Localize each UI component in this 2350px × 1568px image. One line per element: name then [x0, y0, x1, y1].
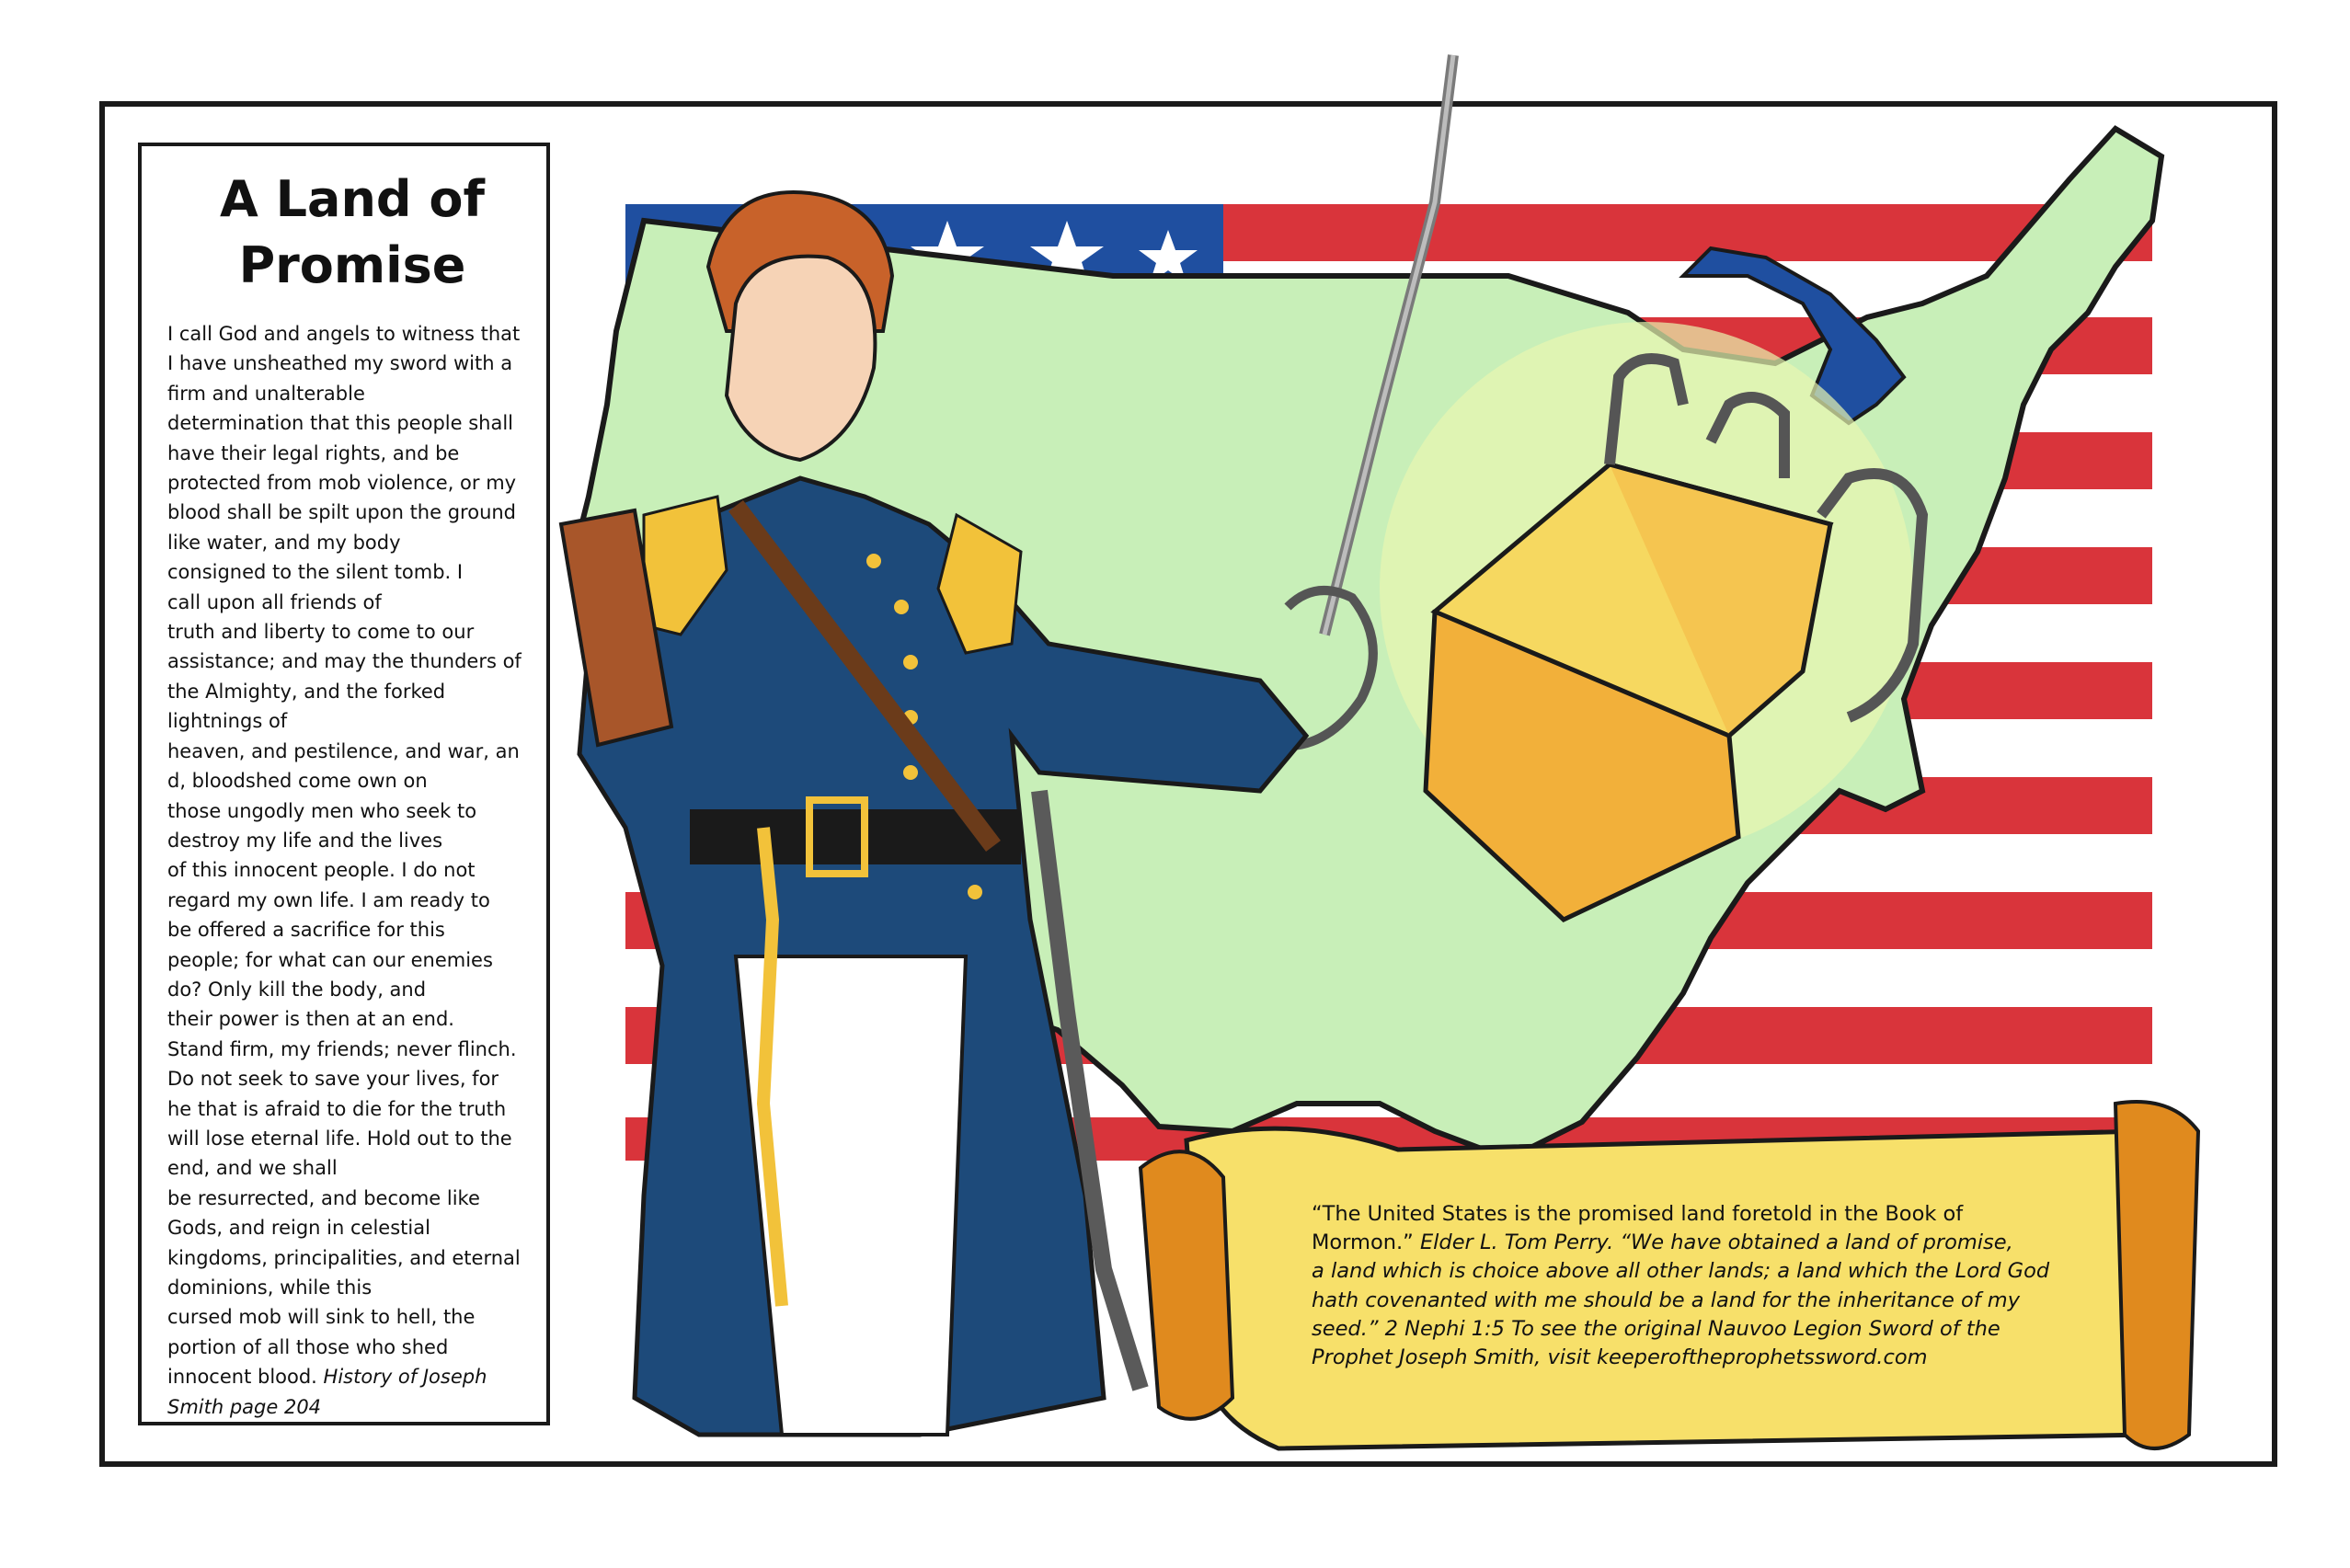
quote-line: end, and we shall — [167, 1157, 338, 1180]
quote-line: I have unsheathed my sword with a — [167, 352, 513, 375]
quote-panel — [138, 143, 550, 1425]
quote-line: protected from mob violence, or my — [167, 472, 517, 495]
scroll-line-plain: Mormon.” — [1312, 1230, 1414, 1255]
quote-line: have their legal rights, and be — [167, 441, 460, 464]
quote-body — [167, 319, 537, 1422]
quote-line: innocent blood. History of Joseph — [167, 1366, 487, 1389]
scroll-caption — [1312, 1200, 2112, 1372]
scroll-line: hath covenanted with me should be a land for the inheritance of my — [1312, 1288, 2021, 1312]
quote-line: assistance; and may the thunders of — [167, 650, 522, 673]
quote-line: those ungodly men who seek to — [167, 799, 477, 822]
quote-line: like water, and my body — [167, 531, 401, 554]
scroll-line-italic: Elder L. Tom Perry. “We have obtained a land of promise, — [1419, 1230, 2013, 1255]
quote-line: be offered a sacrifice for this — [167, 919, 445, 942]
scroll-line — [1312, 1229, 2112, 1257]
scroll-line: a land which is choice above all other lands; a land which the Lord God — [1312, 1259, 2050, 1284]
quote-citation: Smith page 204 — [167, 1395, 322, 1418]
quote-line: consigned to the silent tomb. I — [167, 561, 464, 584]
quote-line: I call God and angels to witness that — [167, 323, 521, 345]
quote-line: portion of all those who shed — [167, 1335, 449, 1358]
quote-line: of this innocent people. I do not — [167, 859, 476, 882]
quote-citation: History of Joseph — [323, 1366, 487, 1389]
quote-line: firm and unalterable — [167, 382, 365, 405]
quote-line: destroy my life and the lives — [167, 829, 443, 852]
quote-line: heaven, and pestilence, and war, an — [167, 739, 520, 762]
quote-line: people; for what can our enemies — [167, 948, 493, 971]
quote-line: Gods, and reign in celestial — [167, 1217, 430, 1240]
scroll-line: seed.” 2 Nephi 1:5 To see the original Nauvoo Legion Sword of the — [1312, 1316, 2000, 1341]
quote-line: Stand firm, my friends; never flinch. — [167, 1037, 517, 1060]
quote-line: call upon all friends of — [167, 590, 382, 613]
quote-line: be resurrected, and become like — [167, 1186, 480, 1209]
quote-line: the Almighty, and the forked — [167, 680, 446, 703]
quote-line: do? Only kill the body, and — [167, 978, 427, 1001]
scroll-line: “The United States is the promised land foretold in the Book of — [1312, 1202, 1964, 1226]
quote-line: cursed mob will sink to hell, the — [167, 1306, 476, 1329]
quote-line: blood shall be spilt upon the ground — [167, 501, 517, 524]
quote-line: determination that this people shall — [167, 412, 514, 435]
quote-line: dominions, while this — [167, 1276, 373, 1299]
quote-line: Do not seek to save your lives, for — [167, 1068, 499, 1091]
scroll-line: Prophet Joseph Smith, visit keeperoftheprophetssword.com — [1312, 1345, 1928, 1370]
quote-line: their power is then at an end. — [167, 1008, 454, 1031]
quote-line: truth and liberty to come to our — [167, 621, 475, 644]
page-title: A Land of Promise — [220, 170, 485, 294]
quote-line: will lose eternal life. Hold out to the — [167, 1127, 512, 1150]
quote-line: kingdoms, principalities, and eternal — [167, 1246, 521, 1269]
quote-line: lightnings of — [167, 710, 288, 733]
quote-line: d, bloodshed come own on — [167, 770, 428, 793]
quote-line: he that is afraid to die for the truth — [167, 1097, 507, 1120]
quote-line: regard my own life. I am ready to — [167, 888, 490, 911]
